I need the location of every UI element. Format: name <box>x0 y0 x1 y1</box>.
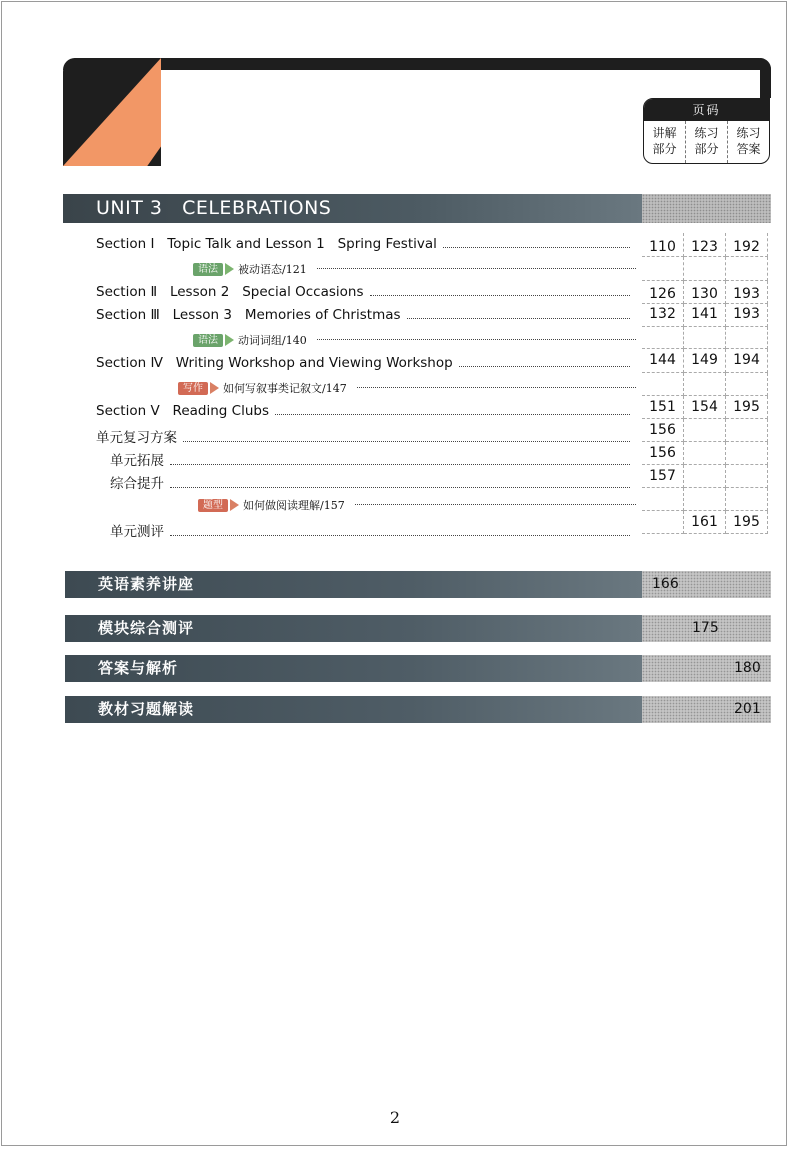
section-page: 166 <box>642 571 771 598</box>
toc-entry[interactable] <box>96 426 636 446</box>
arrow-icon <box>210 382 219 394</box>
page-number-title: 页码 <box>644 99 769 121</box>
page-answers: 195 <box>726 511 768 534</box>
toc-entry[interactable] <box>96 307 636 323</box>
page-practice: 130 <box>684 281 726 304</box>
grid-cell <box>642 373 684 396</box>
header-orange-shape <box>63 58 161 166</box>
grid-cell <box>726 488 768 511</box>
page-number-legend <box>643 98 770 164</box>
dot-leader <box>459 366 630 367</box>
grid-cell <box>642 488 684 511</box>
toc-entry[interactable] <box>96 403 636 419</box>
dot-leader <box>407 318 630 319</box>
toc-entry[interactable] <box>110 472 636 492</box>
grid-row <box>642 281 770 304</box>
toc-sub-entry[interactable] <box>198 497 636 513</box>
toc-entry[interactable] <box>110 520 636 540</box>
dot-leader <box>317 339 636 340</box>
arrow-icon <box>225 334 234 346</box>
toc-sub-entry[interactable] <box>178 380 636 396</box>
grid-cell <box>684 442 726 465</box>
grid-cell <box>684 488 726 511</box>
dot-leader <box>170 464 630 465</box>
entry-label: 被动语态/121 <box>238 263 307 276</box>
page-explain: 157 <box>642 465 684 488</box>
page-explain: 151 <box>642 396 684 419</box>
dot-leader <box>443 247 630 248</box>
section-page: 201 <box>642 696 771 723</box>
unit-title-banner: UNIT 3 CELEBRATIONS <box>63 194 642 223</box>
page-explain: 132 <box>642 304 684 327</box>
dot-leader <box>170 487 630 488</box>
entry-label: Section Ⅱ Lesson 2 Special Occasions <box>96 284 364 300</box>
toc-sub-entry[interactable] <box>193 332 636 348</box>
entry-label: 如何做阅读理解/157 <box>243 499 345 512</box>
page-number: 2 <box>389 1108 401 1127</box>
header-right-bar <box>760 58 771 98</box>
section-banner-literacy[interactable]: 英语素养讲座 <box>65 571 642 598</box>
section-banner-module-test[interactable]: 模块综合测评 <box>65 615 642 642</box>
writing-tag: 写作 <box>178 382 208 395</box>
grid-row <box>642 233 770 257</box>
grid-cell <box>726 373 768 396</box>
page-answers: 195 <box>726 396 768 419</box>
grid-cell <box>642 257 684 281</box>
section-page: 180 <box>642 655 771 682</box>
toc-entry[interactable] <box>110 449 636 469</box>
grid-cell <box>726 257 768 281</box>
entry-label: Section Ⅳ Writing Workshop and Viewing Workshop <box>96 355 453 371</box>
toc-entry[interactable] <box>96 236 636 252</box>
grid-row <box>642 396 770 419</box>
page-practice: 123 <box>684 233 726 257</box>
entry-label: Section Ⅲ Lesson 3 Memories of Christmas <box>96 307 401 323</box>
page-practice: 141 <box>684 304 726 327</box>
page-practice: 161 <box>684 511 726 534</box>
header-corner-block <box>63 58 161 166</box>
column-explain: 讲解 部分 <box>644 121 686 163</box>
grid-cell <box>726 419 768 442</box>
page-explain: 156 <box>642 442 684 465</box>
toc-entry[interactable] <box>96 284 636 300</box>
entry-label: Section Ⅴ Reading Clubs <box>96 403 269 419</box>
grid-row <box>642 257 770 281</box>
grid-cell <box>684 419 726 442</box>
entry-label: 单元测评 <box>110 524 164 540</box>
grid-cell <box>642 327 684 349</box>
unit-banner-pattern <box>642 194 771 223</box>
entry-label: 动词词组/140 <box>238 334 307 347</box>
dot-leader <box>183 441 630 442</box>
page-practice: 154 <box>684 396 726 419</box>
grid-row <box>642 304 770 327</box>
grammar-tag: 语法 <box>193 263 223 276</box>
page-practice: 149 <box>684 349 726 373</box>
grid-row <box>642 488 770 511</box>
grid-row <box>642 349 770 373</box>
question-type-tag: 题型 <box>198 499 228 512</box>
section-banner-answers[interactable]: 答案与解析 <box>65 655 642 682</box>
grid-cell <box>684 465 726 488</box>
dot-leader <box>170 535 630 536</box>
page-answers: 192 <box>726 233 768 257</box>
grid-cell <box>726 327 768 349</box>
dot-leader <box>357 387 636 388</box>
section-banner-textbook-exercises[interactable]: 教材习题解读 <box>65 696 642 723</box>
page-explain: 156 <box>642 419 684 442</box>
entry-label: 单元复习方案 <box>96 430 177 446</box>
column-answers: 练习 答案 <box>736 126 761 156</box>
entry-label: Section Ⅰ Topic Talk and Lesson 1 Spring Festival <box>96 236 437 252</box>
header-top-bar <box>63 58 771 70</box>
grid-row <box>642 442 770 465</box>
grid-cell <box>726 442 768 465</box>
column-practice: 练习 部分 <box>686 121 728 163</box>
grid-cell <box>684 327 726 349</box>
page-answers: 193 <box>726 304 768 327</box>
page-answers: 193 <box>726 281 768 304</box>
arrow-icon <box>225 263 234 275</box>
grid-cell <box>642 511 684 534</box>
grid-cell <box>726 465 768 488</box>
grid-row <box>642 373 770 396</box>
entry-label: 综合提升 <box>110 476 164 492</box>
grid-row <box>642 419 770 442</box>
grid-row <box>642 327 770 349</box>
entry-label: 如何写叙事类记叙文/147 <box>223 382 347 395</box>
grid-cell <box>684 373 726 396</box>
dot-leader <box>355 504 636 505</box>
section-page: 175 <box>642 615 771 642</box>
grid-row <box>642 511 770 534</box>
page-explain: 144 <box>642 349 684 373</box>
entry-label: 单元拓展 <box>110 453 164 469</box>
page-explain: 126 <box>642 281 684 304</box>
grid-cell <box>684 257 726 281</box>
page-explain: 110 <box>642 233 684 257</box>
toc-entry[interactable] <box>96 355 636 371</box>
dot-leader <box>275 414 630 415</box>
toc-sub-entry[interactable] <box>193 261 636 277</box>
dot-leader <box>317 268 636 269</box>
dot-leader <box>370 295 630 296</box>
grid-row <box>642 465 770 488</box>
page-answers: 194 <box>726 349 768 373</box>
grammar-tag: 语法 <box>193 334 223 347</box>
arrow-icon <box>230 499 239 511</box>
